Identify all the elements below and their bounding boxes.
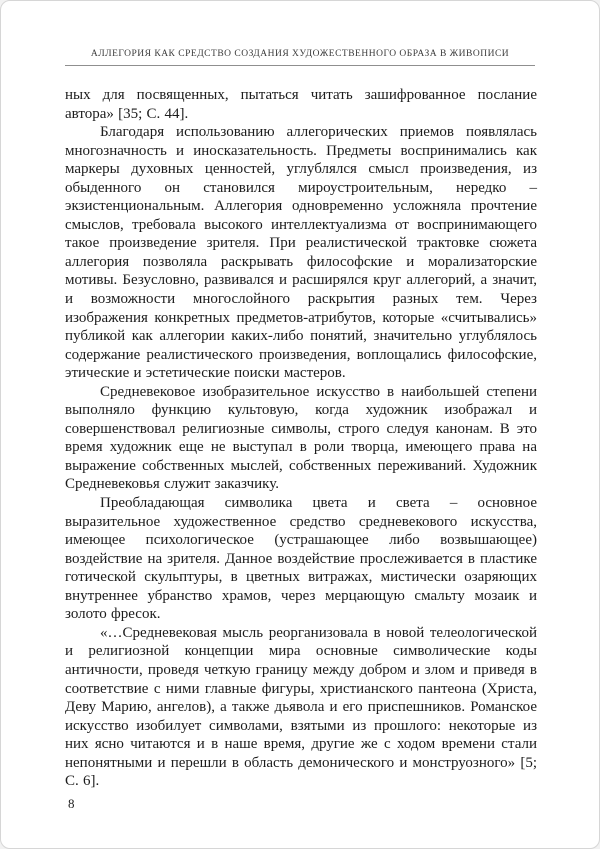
page-number: 8 (68, 796, 75, 811)
paragraph: Преобладающая символика цвета и света – основное выразительное художественное средство средневекового искусства, имеющее психологическое (устрашающее либо возвышающее) воздействие на зрителя. Данное воздействие прослеживается в пластике готической скульптуры, в цветных витражах, мистически озаряющих внутреннее убранство храмов, через мерцающую смальту мозаик и золото фресок. (65, 495, 537, 623)
paragraph: «…Средневековая мысль реорганизовала в новой телеологической и религиозной концепции мира основные символические коды античности, проведя четкую границу между добром и злом и приведя в соответствие с ними главные фигуры, христианского пантеона (Христа, Деву Марию, ангелов), а также дьявола и его приспешников. Романское искусство изобилует символами, взятыми из прошлого: некоторые из них ясно читаются и в наше время, другие же с ходом времени стали непонятными и перешли в область демонического и монструозного» [5; С. 6]. (65, 624, 537, 790)
paragraph: Средневековое изобразительное искусство в наибольшей степени выполняло функцию культовую, когда художник изображал и совершенствовал религиозные символы, строго следуя канонам. В это время художник еще не выступал в роли творца, имеющего права на выражение собственных мыслей, собственных переживаний. Художник Средневековья служит заказчику. (65, 383, 537, 493)
body-text (65, 86, 537, 791)
paragraph: ных для посвященных, пытаться читать зашифрованное послание автора» [35; С. 44]. (65, 87, 537, 122)
paragraph: Благодаря использованию аллегорических приемов появлялась многозначность и иносказательность. Предметы воспринимались как маркеры духовных ценностей, углублялся смысл произведения, из обыденного он становился мироустроительным, нередко – экзистенциональным. Аллегория одновременно усложняла прочтение смыслов, требовала высокого интеллектуализма от воспринимающего такое произведение зрителя. При реалистической трактовке сюжета аллегория позволяла раскрывать философские и морализаторские мотивы. Безусловно, развивался и расширялся круг аллегорий, а значит, и возможности многослойного раскрытия разных тем. Через изображения конкретных предметов-атрибутов, которые «считывались» публикой как аллегории каких-либо понятий, значительно углублялось содержание реалистического произведения, воплощались философские, этические и эстетические поиски мастеров. (65, 124, 537, 382)
running-header: АЛЛЕГОРИЯ КАК СРЕДСТВО СОЗДАНИЯ ХУДОЖЕСТВЕННОГО ОБРАЗА В ЖИВОПИСИ (65, 49, 535, 66)
